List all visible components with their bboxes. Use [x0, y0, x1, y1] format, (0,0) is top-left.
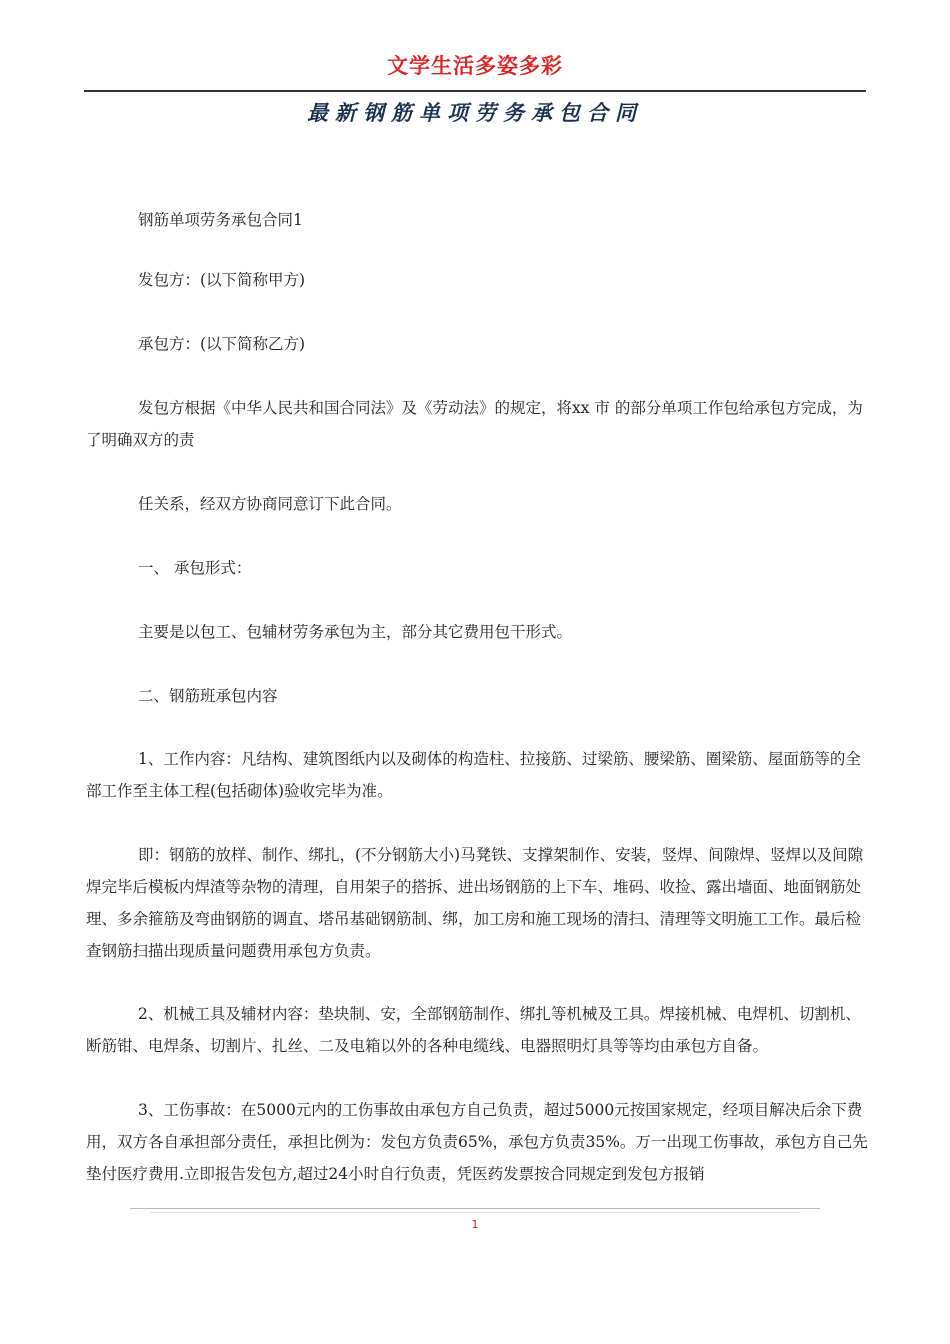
- paragraph-work-injury: 3、工伤事故：在5000元内的工伤事故由承包方自己负责，超过5000元按国家规定，经项目解决后余下费用，双方各自承担部分责任，承担比例为：发包方负责65%，承包方负责35%。万一出现工伤事故，承包方自己先垫付医疗费用.立即报告发包方,超过24小时自行负责，凭医药发票按合同规定到发包方报销: [86, 1101, 868, 1183]
- footer-divider: [130, 1208, 820, 1209]
- paragraph-preamble-cont: 任关系，经双方协商同意订下此合同。: [138, 495, 402, 513]
- paragraph-preamble: 发包方根据《中华人民共和国合同法》及《劳动法》的规定，将xx 市 的部分单项工作包给承包方完成，为了明确双方的责: [86, 399, 863, 449]
- footer-divider-shadow: [150, 1212, 800, 1213]
- document-title: 最新钢筋单项劳务承包合同: [307, 100, 643, 125]
- site-title: 文学生活多姿多彩: [387, 53, 563, 78]
- paragraph-work-content: 1、工作内容：凡结构、建筑图纸内以及砌体的构造柱、拉接筋、过梁筋、腰梁筋、圈梁筋、屋面筋等的全部工作至主体工程(包括砌体)验收完毕为准。: [86, 750, 861, 800]
- section-heading-2: 二、钢筋班承包内容: [138, 687, 278, 705]
- page-number: 1: [471, 1218, 479, 1231]
- header-divider: [84, 90, 866, 92]
- paragraph-contract-heading: 钢筋单项劳务承包合同1: [138, 211, 303, 229]
- paragraph-contract-form: 主要是以包工、包辅材劳务承包为主，部分其它费用包干形式。: [138, 623, 573, 641]
- paragraph-party-a: 发包方：(以下简称甲方): [138, 271, 306, 289]
- paragraph-work-details: 即：钢筋的放样、制作、绑扎，(不分钢筋大小)马凳铁、支撑架制作、安装，竖焊、间隙焊、竖焊以及间隙焊完毕后模板内焊渣等杂物的清理，自用架子的搭拆、进出场钢筋的上下车、堆码、收捡、露出墙面、地面钢筋处理、多余箍筋及弯曲钢筋的调直、塔吊基础钢筋制、绑，加工房和施工现场的清扫、清理等文明施工工作。最后检查钢筋扫描出现质量问题费用承包方负责。: [86, 846, 864, 960]
- paragraph-party-b: 承包方：(以下简称乙方): [138, 335, 306, 353]
- section-heading-1: 一、 承包形式：: [138, 559, 252, 577]
- paragraph-machinery: 2、机械工具及辅材内容：垫块制、安，全部钢筋制作、绑扎等机械及工具。焊接机械、电焊机、切割机、断筋钳、电焊条、切割片、扎丝、二及电箱以外的各种电缆线、电器照明灯具等等均由承包方自备。: [86, 1005, 861, 1055]
